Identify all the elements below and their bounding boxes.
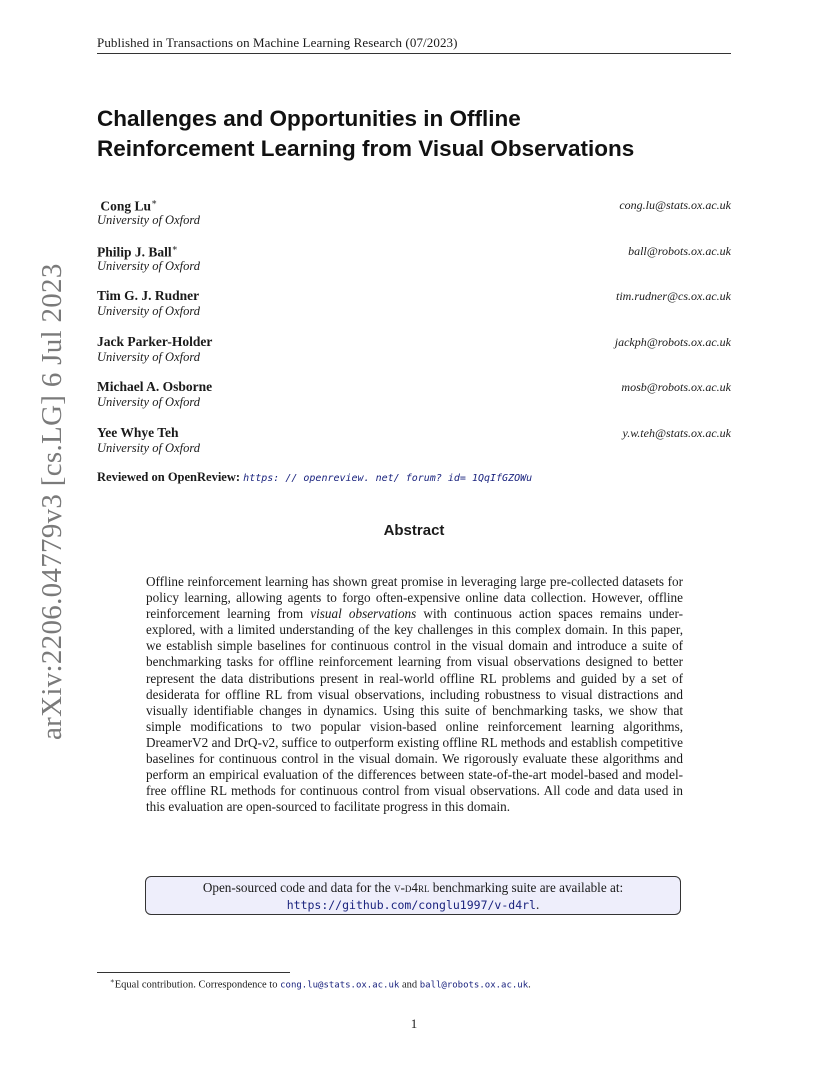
arxiv-identifier: arXiv:2206.04779v3 [cs.LG] 6 Jul 2023 [36,263,68,740]
author-block [97,243,731,277]
author-block [97,334,731,368]
github-link[interactable]: https://github.com/conglu1997/v-d4rl [286,898,536,912]
author-block [97,425,731,459]
abstract-heading: Abstract [383,522,445,539]
author-affiliation: University of Oxford [97,304,200,318]
author-affiliation: University of Oxford [97,350,200,364]
openreview-link[interactable]: https: // openreview. net/ forum? id= 1QqIfGZOWu [243,473,533,484]
author-name: Tim G. J. Rudner [97,288,200,303]
paper-title [97,104,737,164]
author-name: Jack Parker-Holder [97,334,213,349]
header-divider [97,53,731,54]
author-block [97,197,731,231]
abstract-emphasis: visual observations [310,606,417,622]
author-email[interactable]: tim.rudner@cs.ox.ac.uk [615,289,731,303]
suite-name: v-d4rl [393,880,430,895]
callout-text: Open-sourced code and data for the v-d4rl benchmarking suite are available at: [202,880,624,895]
footnote: ∗Equal contribution. Correspondence to cong.lu@stats.ox.ac.uk and ball@robots.ox.ac.uk. [110,977,531,991]
author-email[interactable]: cong.lu@stats.ox.ac.uk [619,198,731,212]
author-block [97,288,731,322]
author-affiliation: University of Oxford [97,395,200,409]
footnote-email-2[interactable]: ball@robots.ox.ac.uk [419,980,529,991]
footnote-email-1[interactable]: cong.lu@stats.ox.ac.uk [280,980,400,991]
callout-link-line: https://github.com/conglu1997/v-d4rl. [286,897,540,912]
journal-header: Published in Transactions on Machine Learning Research (07/2023) [97,35,458,50]
footnote-divider [97,972,290,973]
author-email[interactable]: y.w.teh@stats.ox.ac.uk [622,426,731,440]
page-number: 1 [410,1016,418,1031]
author-affiliation: University of Oxford [97,441,200,455]
author-email[interactable]: ball@robots.ox.ac.uk [628,244,731,258]
author-name: Michael A. Osborne [97,379,213,394]
author-email[interactable]: jackph@robots.ox.ac.uk [614,335,731,349]
author-name: Philip J. Ball∗ [97,243,178,260]
author-affiliation: University of Oxford [97,259,200,273]
author-affiliation: University of Oxford [97,213,200,227]
author-email[interactable]: mosb@robots.ox.ac.uk [621,380,731,394]
abstract-body: Offline reinforcement learning has shown great promise in leveraging large pre-collected datasets for policy learning, allowing agents to forgo often-expensive online data collection. However, offline reinforcement learning from visual observations with continuous action spaces remains under-explored, with a limited understanding of the key challenges in this complex domain. In this paper, we establish simple baselines for continuous control in the visual domain and introduce a suite of benchmarking tasks for offline reinforcement learning from visual observations designed to better represent the data distributions present in real-world offline RL problems and guided by a set of desiderata for offline RL from visual observations, including robustness to visual distractions and visually identifiable changes in dynamics. Using this suite of benchmarking tasks, we show that simple modifications to two popular vision-based online reinforcement learning algorithms, DreamerV2 and DrQ-v2, suffice to outperform existing offline RL methods and establish competitive baselines for continuous control in the visual domain. We rigorously evaluate these algorithms and perform an empirical evaluation of the differences between state-of-the-art model-based and model-free offline RL methods for continuous control from visual observations. All code and data used in this evaluation are open-sourced to facilitate progress in this domain. [146,574,684,815]
review-label: Reviewed on OpenReview: [97,470,241,484]
author-name: Yee Whye Teh [97,425,179,440]
title-line-1: Challenges and Opportunities in Offline [97,106,521,131]
author-block [97,379,731,413]
review-line [97,470,532,485]
code-availability-box [145,876,681,915]
title-line-2: Reinforcement Learning from Visual Observations [97,136,635,161]
author-name: Cong Lu∗ [100,197,158,214]
